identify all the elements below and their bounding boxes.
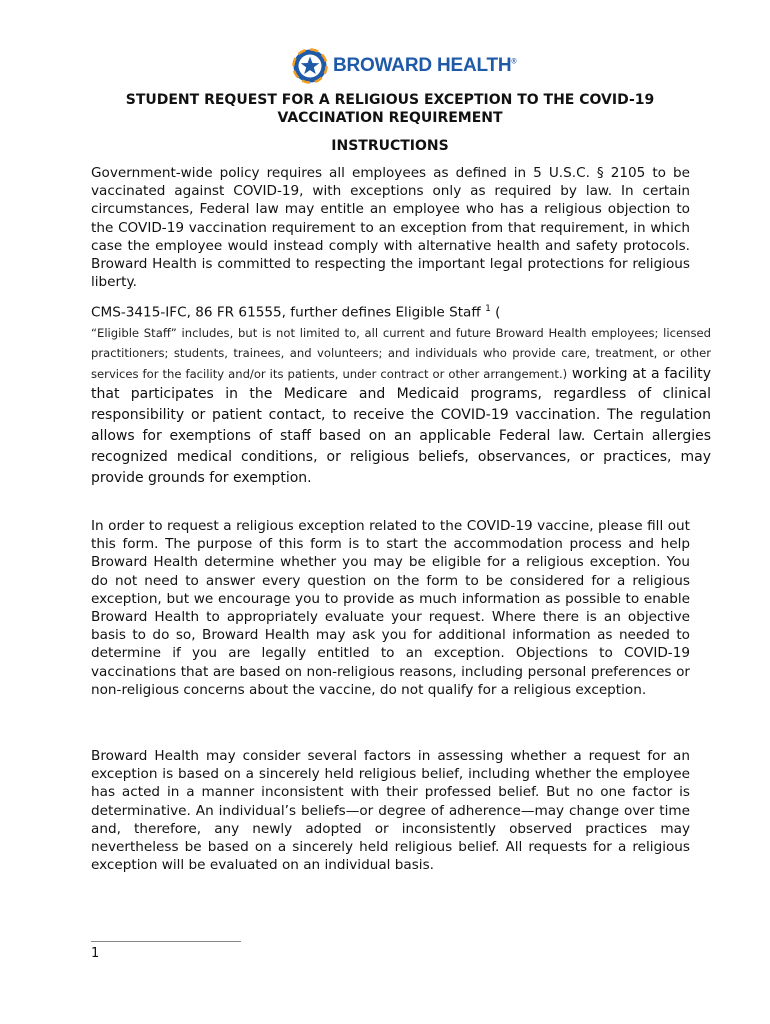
policy-paragraph: Government-wide policy requires all employees as defined in 5 U.S.C. § 2105 to be vaccinated against COVID-19, with exceptions only as required by law. In certain circumstances, Federal law may entitle an employee who has a religious objection to the COVID-19 vaccination requirement to an exception from that requirement, in which case the employee would instead comply with alternative health and safety protocols. Broward Health is committed to respecting the important legal protections for religious liberty. — [91, 165, 690, 291]
footnote-ref: 1 — [485, 304, 491, 314]
document-title: STUDENT REQUEST FOR A RELIGIOUS EXCEPTION TO THE COVID-19 VACCINATION REQUIREMENT — [125, 92, 655, 126]
broward-health-logo — [292, 46, 517, 86]
footnote-divider — [91, 941, 241, 942]
cms-eligible-staff-paragraph — [91, 300, 711, 488]
factors-paragraph: Broward Health may consider several factors in assessing whether a request for an exception is based on a sincerely held religious belief, including whether the employee has acted in a manner inconsistent with their professed belief. But no one factor is determinative. An individual’s beliefs—or degree of adherence—may change over time and, therefore, any newly adopted or inconsistently observed practices may nevertheless be based on a sincerely held religious belief. All requests for a religious exception will be evaluated on an individual basis. — [91, 748, 690, 874]
cms-reference: CMS-3415-IFC, 86 FR 61555, further defines Eligible Staff — [91, 304, 486, 321]
request-paragraph: In order to request a religious exception related to the COVID-19 vaccine, please fill out this form. The purpose of this form is to start the accommodation process and help Broward Health determine whether you may be eligible for a religious exception. You do not need to answer every question on the form to be considered for a religious exception, but we encourage you to provide as much information as possible to enable Broward Health to appropriately evaluate your request. Where there is an objective basis to do so, Broward Health may ask you for additional information as needed to determine if you are legally entitled to an exception. Objections to COVID-19 vaccinations that are based on non-religious reasons, including personal preferences or non-religious concerns about the vaccine, do not qualify for a religious exception. — [91, 518, 690, 698]
cms-open-paren: ( — [490, 304, 501, 321]
eligible-staff-definition: “Eligible Staff” includes, but is not limited to, all current and future Broward Health employees; licensed practitioners; students, trainees, and volunteers; and individuals who provide care, treatment, or other services for the facility and/or its patients, under contract or other arrangement.) — [91, 325, 711, 381]
instructions-heading: INSTRUCTIONS — [331, 138, 449, 154]
cms-continuation: working at a facility that participates in the Medicare and Medicaid programs, regardless of clinical responsibility or patient contact, to receive the COVID-19 vaccination. The regulation allows for exemptions of staff based on an applicable Federal law. Certain allergies recognized medical conditions, or religious beliefs, observances, or practices, may provide grounds for exemption. — [91, 365, 712, 486]
star-seal-icon — [292, 48, 328, 84]
logo-text: BROWARD HEALTH® — [333, 55, 517, 76]
footnote-marker: 1 — [91, 946, 100, 961]
